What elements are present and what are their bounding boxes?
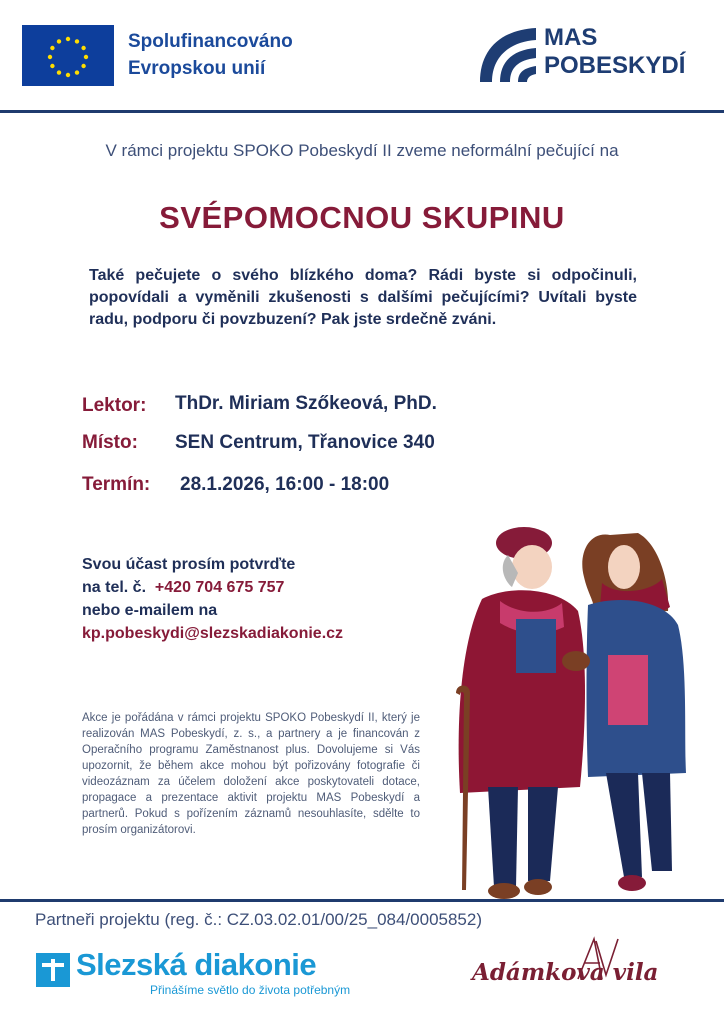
termin-value: 28.1.2026, 16:00 - 18:00 [180,474,390,495]
younger-woman-face [608,545,640,589]
older-woman-face [512,545,552,589]
phone-number[interactable]: +420 704 675 757 [154,579,285,596]
lead-paragraph: Také pečujete o svého blízkého doma? Rádi byste si odpočinuli, popovídali a vyměnili zkušenosti s dalšími pečujícími? Uvítali byste radu, podporu či povzbuzení? Pak jste srdečně zváni. [89,267,637,328]
slezska-diakonie-name: Slezská diakonie [76,947,317,982]
older-woman-leg-left [488,787,518,887]
confirm-line-3: nebo e-mailem na [82,602,218,619]
confirm-line-2 [82,576,343,599]
eu-line-2: Evropskou unií [128,58,266,79]
mas-line-2: POBESKYDÍ [544,52,686,79]
termin-label: Termín: [82,474,151,495]
partners-heading: Partneři projektu (reg. č.: CZ.03.02.01/00/25_084/0005852) [35,910,483,929]
lektor-value: ThDr. Miriam Szőkeová, PhD. [175,393,437,414]
misto-value: SEN Centrum, Třanovice 340 [175,432,435,453]
caregivers-illustration [438,515,706,905]
confirmation-block [82,553,343,645]
slezska-diakonie-tagline: Přinášíme světlo do života potřebným [150,983,351,997]
confirm-line-1: Svou účast prosím potvrďte [82,556,296,573]
misto-label: Místo: [82,432,138,453]
eu-cofinanced-text [128,28,293,82]
footer-divider [0,899,724,902]
page-title: SVÉPOMOCNOU SKUPINU [159,200,565,235]
mas-line-1: MAS [544,24,598,51]
older-woman-leg-right [528,787,558,881]
header-divider [0,110,724,113]
adamkova-vila-name: Adámkova vila [472,959,659,986]
email-link[interactable]: kp.pobeskydi@slezskadiakonie.cz [82,625,344,642]
phone-prefix: na tel. č. [82,579,147,596]
held-hands [562,651,590,671]
intro-text: V rámci projektu SPOKO Pobeskydí II zveme neformální pečující na [105,141,619,160]
younger-woman-leg-right [642,773,672,871]
older-woman-shoe-right [524,879,552,895]
adamkova-vila-logo [462,935,659,1007]
slezska-diakonie-mark-icon [36,953,70,987]
older-woman-shoe-left [488,883,520,899]
slezska-diakonie-logo [36,947,396,1002]
disclaimer-text: Akce je pořádána v rámci projektu SPOKO Pobeskydí II, který je realizován MAS Pobeskydí, z. s., a partnery a je financován z Operačního programu Zaměstnanost plus. Dovolujeme si Vás upozornit, že během akce mohou být pořizovány fotografie či videozáznam za účelem doložení akce poskytovateli dotace, propagace a prezentace aktivit projektu MAS Pobeskydí a partnerů. Pokud s pořízením záznamů nesouhlasíte, sdělte to prosím organizátorovi. [82,712,420,836]
eu-flag-logo [22,25,114,86]
mas-arc-icon [478,26,538,82]
younger-woman-leg-left [606,773,642,877]
younger-woman-top [608,655,648,725]
older-woman-top [516,619,556,673]
mas-pobeskydi-logo [478,24,688,84]
eu-line-1: Spolufinancováno [128,31,293,52]
lektor-label: Lektor: [82,395,147,416]
younger-woman-shoe [618,875,646,891]
